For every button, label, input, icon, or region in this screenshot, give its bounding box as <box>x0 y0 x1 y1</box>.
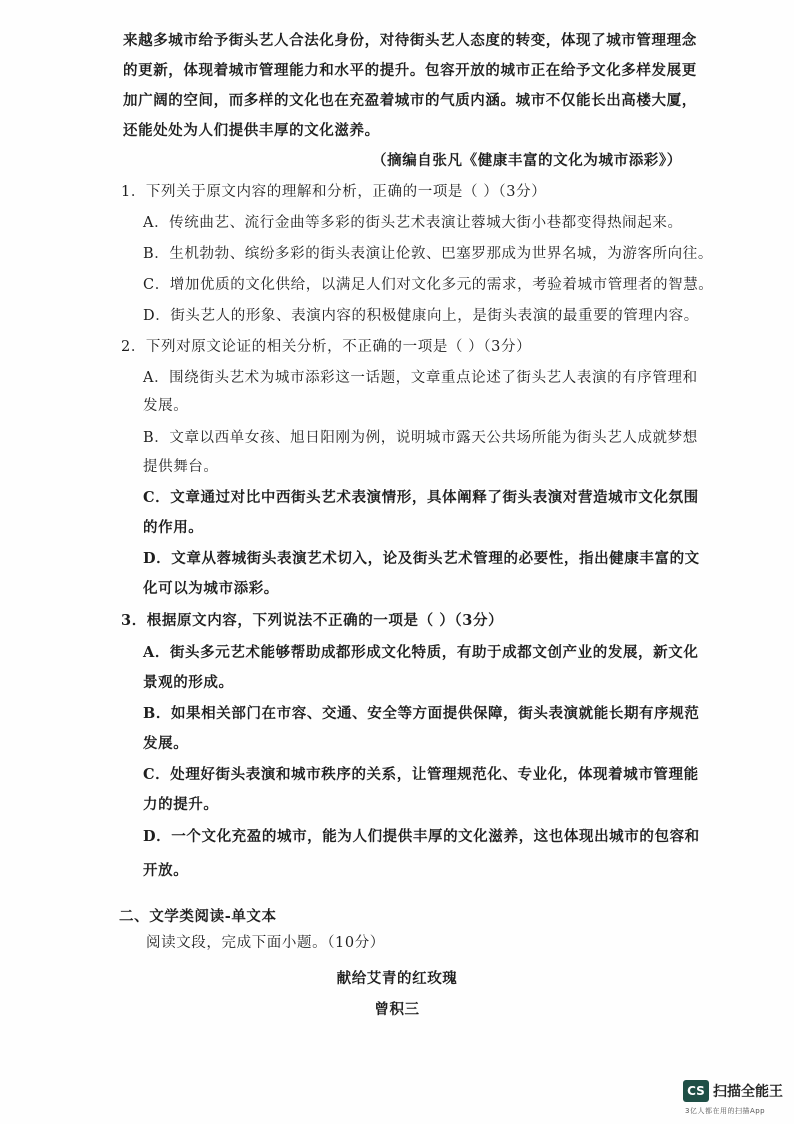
q2-option-b-line2: 提供舞台。 <box>143 459 219 475</box>
q1-option-a: A．传统曲艺、流行金曲等多彩的街头艺术表演让蓉城大街小巷都变得热闹起来。 <box>143 215 683 231</box>
q2-option-b-line1: B．文章以西单女孩、旭日阳刚为例，说明城市露天公共场所能为街头艺人成就梦想 <box>143 430 698 446</box>
q1-stem: 1．下列关于原文内容的理解和分析，正确的一项是（ ）（3分） <box>121 184 547 200</box>
article-author: 曾积三 <box>374 1001 420 1018</box>
q1-option-b: B．生机勃勃、缤纷多彩的街头表演让伦敦、巴塞罗那成为世界名城，为游客所向往。 <box>143 246 713 262</box>
q1-option-d: D．街头艺人的形象、表演内容的积极健康向上，是街头表演的最重要的管理内容。 <box>143 308 699 324</box>
q3-option-b-line2: 发展。 <box>143 735 189 752</box>
q2-option-c-line2: 的作用。 <box>143 519 204 536</box>
passage-line-3: 加广阔的空间，而多样的文化也在充盈着城市的气质内涵。城市不仅能长出高楼大厦， <box>123 92 697 109</box>
passage-line-2: 的更新，体现着城市管理能力和水平的提升。包容开放的城市正在给予文化多样发展更 <box>123 62 697 79</box>
q2-option-a-line2: 发展。 <box>143 398 189 414</box>
q3-option-b-line1: B．如果相关部门在市容、交通、安全等方面提供保障，街头表演就能长期有序规范 <box>143 705 700 722</box>
q1-option-c: C．增加优质的文化供给，以满足人们对文化多元的需求，考验着城市管理者的智慧。 <box>143 277 714 293</box>
scanner-watermark <box>683 1080 793 1120</box>
q3-option-d-line1: D．一个文化充盈的城市，能为人们提供丰厚的文化滋养，这也体现出城市的包容和 <box>143 828 700 845</box>
q2-stem: 2．下列对原文论证的相关分析，不正确的一项是（ ）（3分） <box>121 339 532 355</box>
q3-stem: 3．根据原文内容，下列说法不正确的一项是（ ）（3分） <box>121 612 504 629</box>
q3-option-c-line2: 力的提升。 <box>143 796 219 813</box>
passage-line-4: 还能处处为人们提供丰厚的文化滋养。 <box>123 122 380 139</box>
source-citation: （摘编自张凡《健康丰富的文化为城市添彩》） <box>372 152 682 169</box>
q3-option-a-line1: A．街头多元艺术能够帮助成都形成文化特质，有助于成都文创产业的发展，新文化 <box>143 644 699 661</box>
watermark-brand: 扫描全能王 <box>713 1084 783 1100</box>
passage-line-1: 来越多城市给予街头艺人合法化身份，对待街头艺人态度的转变，体现了城市管理理念 <box>123 32 697 49</box>
q3-option-c-line1: C．处理好街头表演和城市秩序的关系，让管理规范化、专业化，体现着城市管理能 <box>143 766 699 783</box>
q2-option-d-line2: 化可以为城市添彩。 <box>143 580 279 597</box>
q2-option-a-line1: A．围绕街头艺术为城市添彩这一话题，文章重点论述了街头艺人表演的有序管理和 <box>143 370 698 386</box>
q2-option-c-line1: C．文章通过对比中西街头艺术表演情形，具体阐释了街头表演对营造城市文化氛围 <box>143 489 699 506</box>
q3-option-d-line2: 开放。 <box>143 862 189 879</box>
section-heading: 二、文学类阅读-单文本 <box>119 908 277 925</box>
camscanner-logo-icon: CS <box>683 1080 709 1102</box>
q3-option-a-line2: 景观的形成。 <box>143 674 234 691</box>
q2-option-d-line1: D．文章从蓉城街头表演艺术切入，论及街头艺术管理的必要性，指出健康丰富的文 <box>143 550 700 567</box>
section-instruction: 阅读文段，完成下面小题。（10分） <box>146 935 385 951</box>
watermark-tagline: 3亿人都在用的扫描App <box>685 1107 766 1115</box>
article-title: 献给艾青的红玫瑰 <box>336 970 458 987</box>
